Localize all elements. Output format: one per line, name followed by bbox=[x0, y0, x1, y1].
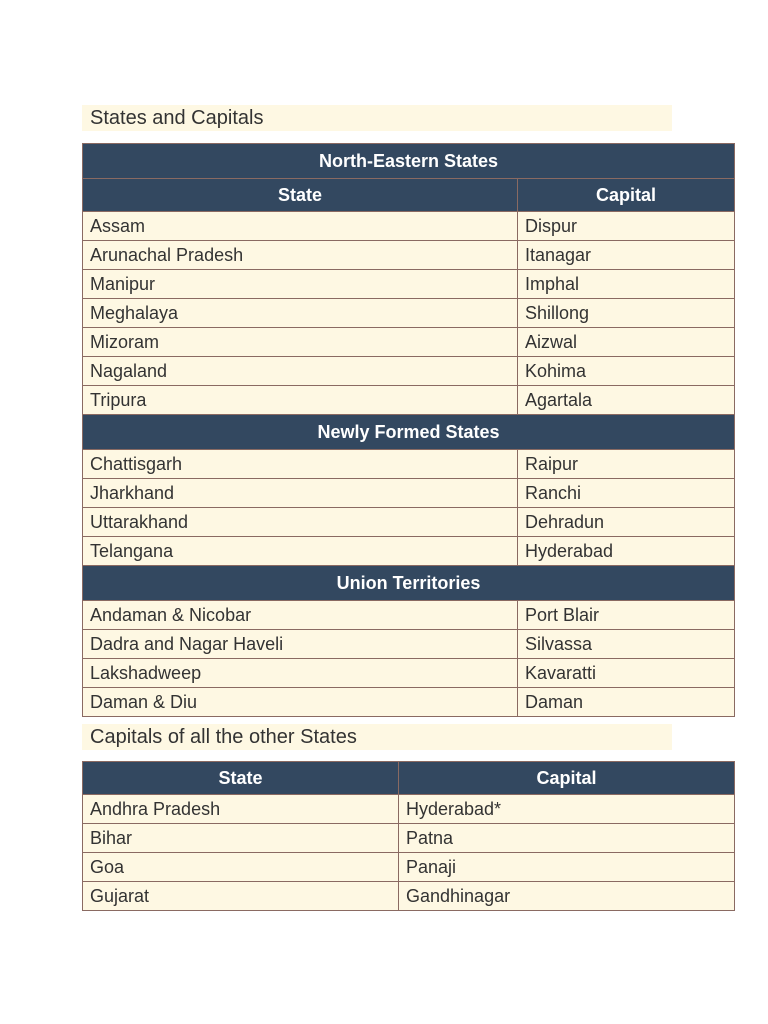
column-header-capital: Capital bbox=[518, 179, 735, 212]
state-cell: Bihar bbox=[83, 824, 399, 853]
table-row bbox=[83, 508, 735, 537]
capital-cell: Dehradun bbox=[518, 508, 735, 537]
capital-cell: Agartala bbox=[518, 386, 735, 415]
state-cell: Nagaland bbox=[83, 357, 518, 386]
table-row bbox=[83, 537, 735, 566]
state-cell: Assam bbox=[83, 212, 518, 241]
state-cell: Telangana bbox=[83, 537, 518, 566]
table-row bbox=[83, 241, 735, 270]
table-row bbox=[83, 386, 735, 415]
state-cell: Andhra Pradesh bbox=[83, 795, 399, 824]
column-header-row bbox=[83, 179, 735, 212]
group-header-row bbox=[83, 415, 735, 450]
section-title-other-states: Capitals of all the other States bbox=[82, 724, 672, 750]
state-cell: Goa bbox=[83, 853, 399, 882]
table-row bbox=[83, 601, 735, 630]
state-cell: Meghalaya bbox=[83, 299, 518, 328]
other-states-capitals-table bbox=[82, 761, 735, 911]
state-cell: Daman & Diu bbox=[83, 688, 518, 717]
group-header-union-territories: Union Territories bbox=[83, 566, 735, 601]
state-cell: Uttarakhand bbox=[83, 508, 518, 537]
column-header-capital: Capital bbox=[399, 762, 735, 795]
table-row bbox=[83, 328, 735, 357]
table-row bbox=[83, 270, 735, 299]
table-row bbox=[83, 630, 735, 659]
capital-cell: Patna bbox=[399, 824, 735, 853]
capital-cell: Imphal bbox=[518, 270, 735, 299]
table-row bbox=[83, 299, 735, 328]
capital-cell: Port Blair bbox=[518, 601, 735, 630]
capital-cell: Ranchi bbox=[518, 479, 735, 508]
table-row bbox=[83, 795, 735, 824]
capital-cell: Panaji bbox=[399, 853, 735, 882]
capital-cell: Silvassa bbox=[518, 630, 735, 659]
capital-cell: Aizwal bbox=[518, 328, 735, 357]
group-header-newly-formed: Newly Formed States bbox=[83, 415, 735, 450]
state-cell: Manipur bbox=[83, 270, 518, 299]
state-cell: Chattisgarh bbox=[83, 450, 518, 479]
group-header-north-eastern: North-Eastern States bbox=[83, 144, 735, 179]
state-cell: Mizoram bbox=[83, 328, 518, 357]
table-row bbox=[83, 688, 735, 717]
table-row bbox=[83, 212, 735, 241]
table-row bbox=[83, 659, 735, 688]
column-header-row bbox=[83, 762, 735, 795]
table-row bbox=[83, 450, 735, 479]
table-row bbox=[83, 882, 735, 911]
state-cell: Jharkhand bbox=[83, 479, 518, 508]
state-cell: Arunachal Pradesh bbox=[83, 241, 518, 270]
capital-cell: Hyderabad* bbox=[399, 795, 735, 824]
state-cell: Lakshadweep bbox=[83, 659, 518, 688]
capital-cell: Shillong bbox=[518, 299, 735, 328]
capital-cell: Gandhinagar bbox=[399, 882, 735, 911]
capital-cell: Daman bbox=[518, 688, 735, 717]
group-header-row bbox=[83, 144, 735, 179]
column-header-state: State bbox=[83, 762, 399, 795]
state-cell: Gujarat bbox=[83, 882, 399, 911]
states-capitals-table bbox=[82, 143, 735, 717]
capital-cell: Kavaratti bbox=[518, 659, 735, 688]
column-header-state: State bbox=[83, 179, 518, 212]
table-row bbox=[83, 479, 735, 508]
state-cell: Andaman & Nicobar bbox=[83, 601, 518, 630]
capital-cell: Raipur bbox=[518, 450, 735, 479]
table-row bbox=[83, 357, 735, 386]
capital-cell: Kohima bbox=[518, 357, 735, 386]
section-title-states-and-capitals: States and Capitals bbox=[82, 105, 672, 131]
capital-cell: Dispur bbox=[518, 212, 735, 241]
state-cell: Tripura bbox=[83, 386, 518, 415]
capital-cell: Itanagar bbox=[518, 241, 735, 270]
capital-cell: Hyderabad bbox=[518, 537, 735, 566]
state-cell: Dadra and Nagar Haveli bbox=[83, 630, 518, 659]
group-header-row bbox=[83, 566, 735, 601]
table-row bbox=[83, 824, 735, 853]
table-row bbox=[83, 853, 735, 882]
